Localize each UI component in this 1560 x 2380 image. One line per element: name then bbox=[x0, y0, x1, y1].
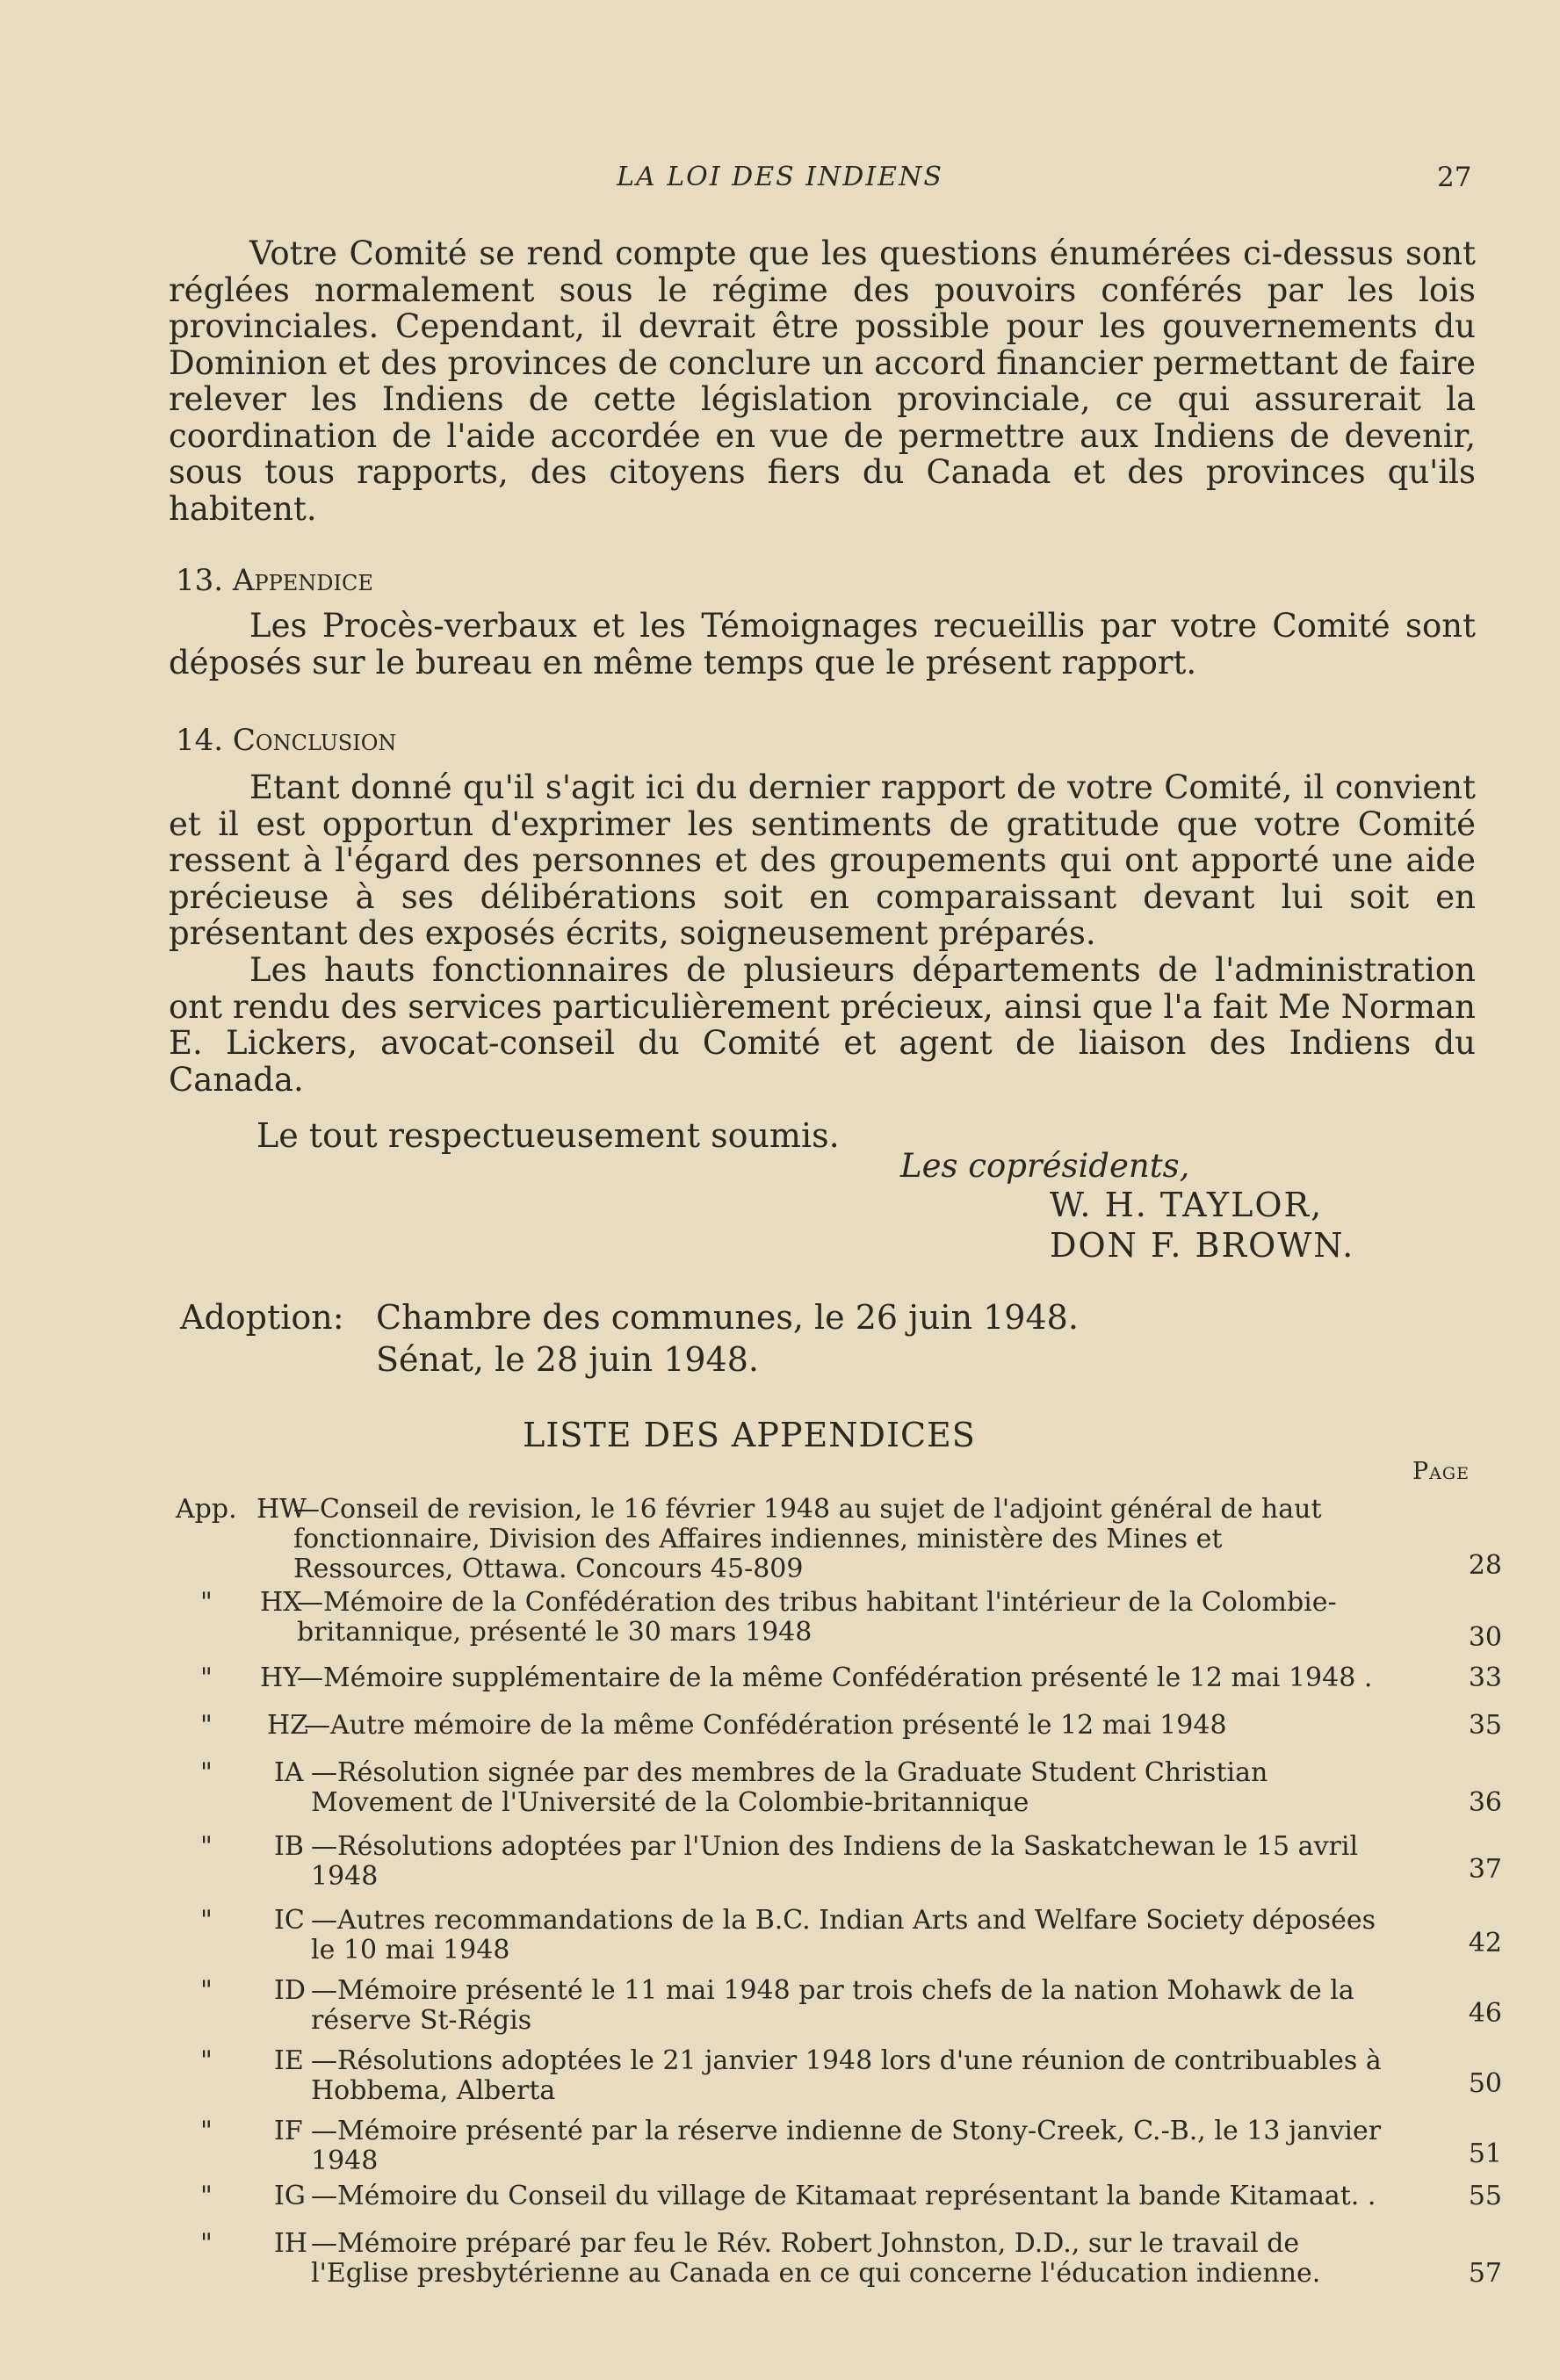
appendix-marker: " bbox=[200, 1831, 213, 1862]
appendix-description: —Autre mémoire de la même Confédération présenté le 12 mai 1948 bbox=[304, 1710, 1227, 1741]
appendix-code: HY bbox=[260, 1662, 300, 1693]
appendix-description: —Mémoire présenté par la réserve indienne de Stony-Creek, C.-B., le 13 janvier 1948 bbox=[311, 2116, 1382, 2176]
appendix-code: IF bbox=[274, 2116, 303, 2146]
appendix-page-number: 55 bbox=[1468, 2181, 1502, 2211]
appendix-marker: " bbox=[200, 1975, 213, 2006]
appendix-code: HX bbox=[260, 1587, 302, 1618]
appendix-marker: " bbox=[200, 1710, 213, 1741]
appendix-description: —Mémoire préparé par feu le Rév. Robert Johnston, D.D., sur le travail de l'Eglise presbytérienne au Canada en ce qui concerne l'éducation indienne. bbox=[311, 2228, 1321, 2289]
paragraph-fonctionnaires: Les hauts fonctionnaires de plusieurs départements de l'administration ont rendu des services particulièrement précieux, ainsi que l'a fait Me Norman E. Lickers, avocat-conseil du Comité et agent de liaison des Indiens du Canada. bbox=[169, 951, 1476, 1099]
appendix-marker: " bbox=[200, 2181, 213, 2211]
appendix-marker: " bbox=[200, 2116, 213, 2146]
appendix-page-number: 57 bbox=[1468, 2258, 1502, 2289]
appendix-page-number: 51 bbox=[1468, 2138, 1502, 2169]
appendix-description: —Conseil de revision, le 16 février 1948 au sujet de l'adjoint général de haut fonctionnaire, Division des Affaires indiennes, ministère des Mines et Ressources, Ottawa. Concours 45-809 bbox=[293, 1494, 1322, 1584]
signature-intro: Les coprésidents, bbox=[900, 1147, 1190, 1185]
paragraph-proces-verbaux: Les Procès-verbaux et les Témoignages recueillis par votre Comité sont déposés sur le bureau en même temps que le présent rapport. bbox=[169, 607, 1476, 682]
section-number: 13. bbox=[176, 563, 224, 598]
appendix-list-title: LISTE DES APPENDICES bbox=[523, 1416, 976, 1454]
appendix-marker: App. bbox=[176, 1494, 237, 1525]
adoption-label: Adoption: bbox=[180, 1298, 344, 1337]
appendix-description: —Mémoire du Conseil du village de Kitamaat représentant la bande Kitamaat. . bbox=[311, 2181, 1376, 2211]
appendix-page-number: 28 bbox=[1468, 1550, 1502, 1581]
section-heading-conclusion bbox=[176, 723, 396, 758]
appendix-description: —Résolution signée par des membres de la Graduate Student Christian Movement de l'Université de la Colombie-britannique bbox=[311, 1757, 1268, 1818]
appendix-page-number: 36 bbox=[1468, 1787, 1502, 1818]
signature-name: W. H. TAYLOR, bbox=[1050, 1186, 1324, 1224]
page-number: 27 bbox=[1437, 162, 1472, 193]
appendix-marker: " bbox=[200, 1587, 213, 1618]
appendix-page-number: 50 bbox=[1468, 2068, 1502, 2099]
appendix-code: ID bbox=[274, 1975, 306, 2006]
adoption-line: Sénat, le 28 juin 1948. bbox=[376, 1340, 759, 1379]
appendix-code: HW bbox=[256, 1494, 307, 1525]
section-heading-appendice bbox=[176, 563, 373, 598]
appendix-code: IC bbox=[274, 1905, 305, 1936]
appendix-code: HZ bbox=[267, 1710, 309, 1741]
appendix-description: —Mémoire de la Confédération des tribus habitant l'intérieur de la Colombie-britannique, présenté le 30 mars 1948 bbox=[297, 1587, 1337, 1648]
appendix-description: —Mémoire présenté le 11 mai 1948 par trois chefs de la nation Mohawk de la réserve St-Régis bbox=[311, 1975, 1354, 2036]
appendix-marker: " bbox=[200, 1905, 213, 1936]
section-number: 14. bbox=[176, 723, 224, 758]
appendix-description: —Autres recommandations de la B.C. Indian Arts and Welfare Society déposées le 10 mai 1948 bbox=[311, 1905, 1376, 1965]
appendix-code: IA bbox=[274, 1757, 304, 1788]
appendix-marker: " bbox=[200, 1662, 213, 1693]
appendix-code: IE bbox=[274, 2045, 304, 2076]
appendix-page-number: 46 bbox=[1468, 1998, 1502, 2029]
appendix-code: IH bbox=[274, 2228, 308, 2259]
appendix-description: —Résolutions adoptées le 21 janvier 1948 lors d'une réunion de contribuables à Hobbema, Alberta bbox=[311, 2045, 1382, 2106]
page-column-header: Page bbox=[1412, 1458, 1470, 1485]
appendix-marker: " bbox=[200, 2045, 213, 2076]
signature-name: DON F. BROWN. bbox=[1050, 1226, 1355, 1265]
appendix-page-number: 42 bbox=[1468, 1928, 1502, 1958]
section-title: Conclusion bbox=[232, 723, 397, 758]
closing-formula: Le tout respectueusement soumis. bbox=[256, 1116, 840, 1155]
appendix-marker: " bbox=[200, 1757, 213, 1788]
section-title: Appendice bbox=[232, 563, 373, 598]
adoption-line: Chambre des communes, le 26 juin 1948. bbox=[376, 1298, 1079, 1337]
appendix-page-number: 37 bbox=[1468, 1854, 1502, 1885]
appendix-description: —Mémoire supplémentaire de la même Confédération présenté le 12 mai 1948 . bbox=[297, 1662, 1373, 1693]
paragraph-gratitude: Etant donné qu'il s'agit ici du dernier rapport de votre Comité, il convient et il est opportun d'exprimer les sentiments de gratitude que votre Comité ressent à l'égard des personnes et des groupements qui ont apporté une aide précieuse à ses délibérations soit en comparaissant devant lui soit en présentant des exposés écrits, soigneusement préparés. bbox=[169, 768, 1476, 952]
appendix-code: IB bbox=[274, 1831, 304, 1862]
appendix-description: —Résolutions adoptées par l'Union des Indiens de la Saskatchewan le 15 avril 1948 bbox=[311, 1831, 1359, 1892]
running-title: LA LOI DES INDIENS bbox=[617, 162, 943, 192]
paragraph-provincial-laws: Votre Comité se rend compte que les questions énumérées ci-dessus sont réglées normalement sous le régime des pouvoirs conférés par les lois provinciales. Cependant, il devrait être possible pour les gouvernements du Dominion et des provinces de conclure un accord financier permettant de faire relever les Indiens de cette législation provinciale, ce qui assurerait la coordination de l'aide accordée en vue de permettre aux Indiens de devenir, sous tous rapports, des citoyens fiers du Canada et des provinces qu'ils habitent. bbox=[169, 234, 1476, 528]
appendix-page-number: 33 bbox=[1468, 1662, 1502, 1693]
appendix-code: IG bbox=[274, 2181, 306, 2211]
appendix-page-number: 35 bbox=[1468, 1710, 1502, 1741]
appendix-marker: " bbox=[200, 2228, 213, 2259]
appendix-page-number: 30 bbox=[1468, 1622, 1502, 1653]
